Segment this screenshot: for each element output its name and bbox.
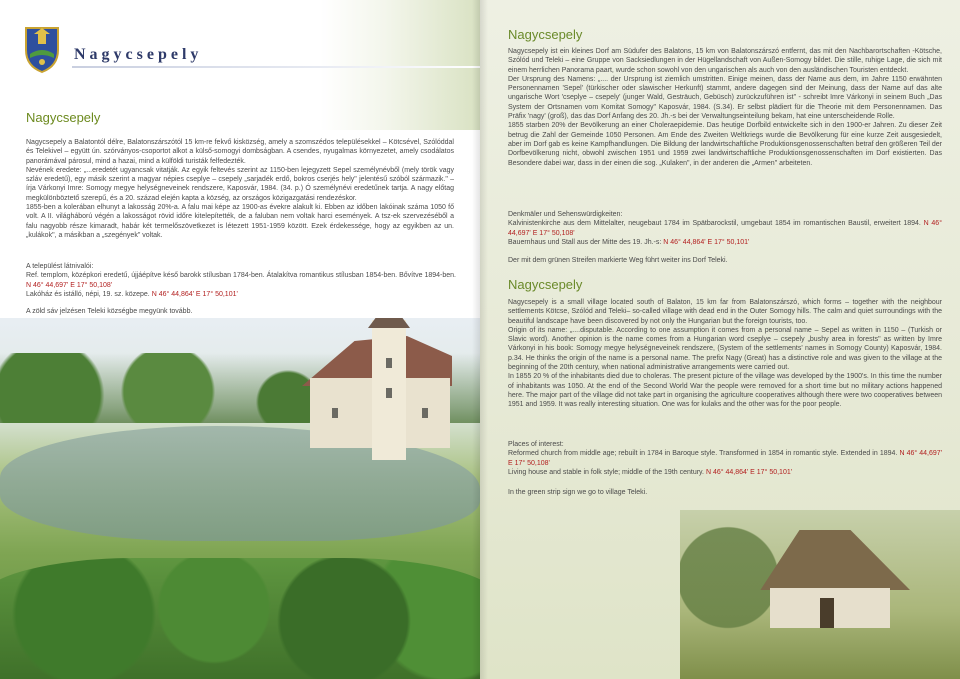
en-places bbox=[508, 440, 942, 477]
hu-places-line: Lakóház és istálló, népi, 19. sz. közepe. N 46° 44,864' E 17° 50,101' bbox=[26, 290, 238, 298]
page-title-de: Nagycsepely bbox=[508, 27, 583, 42]
en-paragraph: Origin of its name: „....disputable. According to one assumption it comes from a personal name – Sepel as written in 1150 – (Turkish or Slavic word). Another opinion is the name comes from a Hungarian word cseplye – csepely „bushy area in forests" as written by Imre Várkonyi in his book: Somogy megye helységneveinek rendszere, (System of the settlements' names in Somogy County) Kaposvár, 1984. p.34. He thinks the origin of the name is a personal name. The prefix Nagy (Great) has a distinctive role and was given to the village at the beginning of the 20th century, when national administrative arrangements were carried out. bbox=[508, 326, 942, 372]
page-title-hu: Nagycsepely bbox=[26, 110, 101, 125]
page-fold bbox=[472, 0, 488, 679]
en-places-line: Reformed church from middle age; rebuilt in 1784 in Baroque style. Transformed in 1854 in romantic style. Extended in 1894. N 46° 44,697' E 17° 50,108' bbox=[508, 450, 943, 467]
page-title-en: Nagycsepely bbox=[508, 277, 583, 292]
hu-paragraph: 1855-ben a kolerában elhunyt a lakosság 20%-a. A falu mai képe az 1900-as évekre alakult ki. Ebben az időben lakóinak száma 1050 fő volt. A II. világháború végén a lakosságot rövid időre kitelepítették, de a faluban nem voltak harci események. A tsz-ek szervezéséből a falu nagyobb része kimaradt, habár két termelőszövetkezet is létezett 1951-1959 között. Ezek érdekessége, hogy az egyikben az un. „kulákok", a másikban a „szegények" voltak. bbox=[26, 204, 454, 239]
brand-underline bbox=[72, 66, 480, 68]
de-places bbox=[508, 210, 942, 247]
en-places-line: Living house and stable in folk style; middle of the 19th century. N 46° 44,864' E 17° 50,101' bbox=[508, 468, 793, 476]
en-body bbox=[508, 298, 942, 410]
de-places-line: Kalvinistenkirche aus dem Mittelalter, neugebaut 1784 im Spätbarockstil, umgebaut 1854 im romantischen Baustil, erweitert 1894. N 46° 44,697' E 17° 50,108' bbox=[508, 220, 942, 237]
hu-paragraph: Nevének eredete: „...eredetét ugyancsak vitatják. Az egyik feltevés szerint az 1150-ben lejegyzett Sepel személynévből (mely török vagy szláv eredetű), egy másik szerint a magyar népies cseplye – csepely „sarjadék erdő, bokros cserjés hely" jelentésű szóból származik." – írja Várkonyi Imre: Somogy megye helységneveinek rendszere, Kaposvár, 1984. (34. p.) Ó személynévi eredetűnek tartja. A nagy előtag megkülönböztető szerepű, és a 20. század elején kapta a község, az országos közigazgatási rendezéskor. bbox=[26, 166, 454, 202]
church-image bbox=[302, 318, 452, 468]
de-paragraph: Nagycsepely ist ein kleines Dorf am Südufer des Balatons, 15 km von Balatonszárszó entfernt, das mit den Nachbarortschaften -Kötsche, Szólód und Teleki – eine Gruppe von Sacksiedlungen in der Hügellandschaft von Außen-Somogy bildet. Die stille, ruhige Lage, die sich mit einem herrlichen Panorama paart, wurde schon sowohl von den ungarischen als auch von den ausländischen Touristen entdeckt. bbox=[508, 48, 942, 74]
en-paragraph: In 1855 20 % of the inhabitants died due to choleras. The present picture of the village was developed by the 1900's. In this time the number of inhabitants was 1050. At the end of the Second World War the people were removed for a short time but no military actions happened here. The major part of the village did not take part in organising the agriculture cooperatives although there were two cooperatives between 1951 and 1959. It was really interesting situation. One was for kulaks and the other was for the poor people. bbox=[508, 373, 942, 409]
hu-places-line: Ref. templom, középkori eredetű, újjáépítve késő barokk stílusban 1784-ben. Átalakítva romantikus stílusban 1854-ben. Bővítve 1894-ben. N 46° 44,697' E 17° 50,108' bbox=[26, 272, 456, 289]
coordinates: N 46° 44,864' E 17° 50,101' bbox=[151, 290, 238, 298]
de-places-title: Denkmäler und Sehenswürdigkeiten: bbox=[508, 211, 623, 218]
en-paragraph: Nagycsepely is a small village located south of Balaton, 15 km far from Balatonszárszó, which forms – together with the neighbour settlements Kötcse, Szólód and Teleki– so-called village with dead end in the Outer Somogy hills. The calm and quiet surroundings with the beautiful landscape have been discovered by not only the Hungarian but the foreign tourists, too. bbox=[508, 299, 942, 325]
village-crest-icon bbox=[22, 24, 62, 74]
brand-wordmark: Nagycsepely bbox=[74, 46, 203, 63]
de-paragraph: 1855 starben 20% der Bevölkerung an einer Choleraepidemie. Das heutige Dorfbild entwickelte sich in den 1900-er Jahren. Zu dieser Zeit betrug die Zahl der Gemeinde 1050 Personen. Am Ende des Zweiten Weltkriegs wurde die Bevölkerung für eine kurze Zeit ausgesiedelt, aber im Dorf gab es keine Kampfhandlungen. Die Bildung der landwirtschaftliche Produktionsgenossenschaften betraf den größeren Teil der Dorfbevölkerung nicht, obwohl zwischen 1951 und 1959 zwei landwirtschaftliche Produktionsgenossenschaften im Dorf existierten. Das Besondere dabei war, dass in der einen die sog. „Kulaken", in der anderen die „Armen" arbeiteten. bbox=[508, 122, 942, 167]
village-aerial-photo bbox=[0, 318, 480, 679]
en-places-title: Places of interest: bbox=[508, 441, 564, 448]
de-route-note: Der mit dem grünen Streifen markierte Weg führt weiter ins Dorf Teleki. bbox=[508, 257, 728, 264]
coordinates: N 46° 44,697' E 17° 50,108' bbox=[508, 220, 942, 237]
de-places-line: Bauernhaus und Stall aus der Mitte des 19. Jh.-s: N 46° 44,864' E 17° 50,101' bbox=[508, 238, 750, 246]
coordinates: N 46° 44,697' E 17° 50,108' bbox=[26, 281, 113, 289]
coordinates: N 46° 44,864' E 17° 50,101' bbox=[705, 468, 793, 476]
green-strip-decoration bbox=[320, 0, 480, 130]
de-paragraph: Der Ursprung des Namens: „.... der Ursprung ist ziemlich umstritten. Einige meinen, dass der Name aus dem, im Jahre 1150 erwähnten Personennamen 'Sepel' (türkischer oder slawischer Herkunft) stammt, andere dagegen sind der Meinung, dass der Name auf das alte ungarische Wort 'cseplye – csepely' (junger Wald, Gesträuch, Gebüsch) zurückzuführen ist" - schreibt Imre Várkonyi in seinem Buch „Das System der Ortsnamen vom Komitat Somogy" Kaposvár, 1984. (S.34). Er selbst plädiert für die Theorie mit dem Personennamen. Das Präfix 'nagy' (groß), das das Dorf Anfang des 20. Jh.-s bei der Verwaltungseinteilung bekam, hat eine unterscheidende Rolle. bbox=[508, 75, 942, 121]
farmhouse-photo bbox=[680, 510, 960, 679]
en-route-note: In the green strip sign we go to village Teleki. bbox=[508, 489, 648, 496]
hu-body bbox=[26, 138, 454, 240]
hu-places-title: A települést látnivalói: bbox=[26, 263, 94, 270]
hu-paragraph: Nagycsepely a Balatontól délre, Balatonszárszótól 15 km-re fekvő kisközség, amely a szomszédos településekkel – Kötcsével, Szólóddal és Telekivel – együtt ún. szórványos-csoportot alkot a külső-somogyi dombságban. A csendes, nyugalmas környezetet, amely csodálatos panorámával párosul, mind a hazai, mind a külföldi turisták felfedezték. bbox=[26, 139, 454, 165]
coordinates: N 46° 44,864' E 17° 50,101' bbox=[663, 238, 750, 246]
de-body bbox=[508, 47, 942, 168]
coordinates: N 46° 44,697' E 17° 50,108' bbox=[508, 450, 943, 467]
hu-places bbox=[26, 262, 456, 299]
hu-route-note: A zöld sáv jelzésen Teleki községbe megyünk tovább. bbox=[26, 308, 193, 315]
